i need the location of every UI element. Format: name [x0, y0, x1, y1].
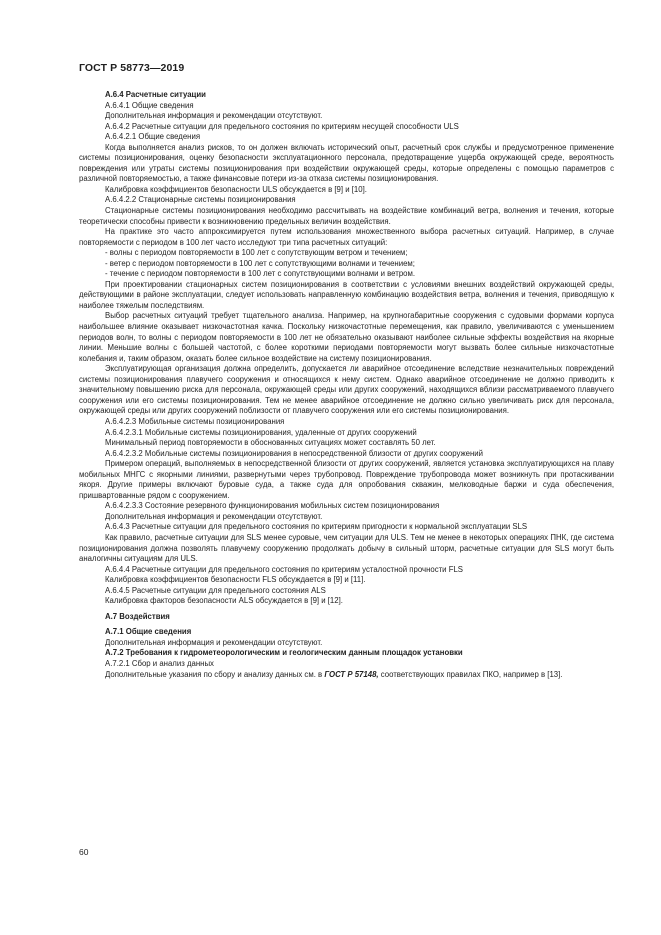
text-line: А.6.4.2.3 Мобильные системы позиционирования	[105, 416, 285, 426]
text-line: А.6.4.1 Общие сведения	[105, 100, 194, 110]
text-line: Дополнительная информация и рекомендации отсутствуют.	[105, 637, 323, 647]
page-number: 60	[79, 847, 89, 857]
list-item: - течение с периодом повторяемости в 100 лет с сопутствующими волнами и ветром.	[79, 269, 614, 280]
section-heading: А.7 Воздействия	[105, 611, 170, 621]
text-line: Калибровка коэффициентов безопасности FLS обсуждается в [9] и [11].	[105, 575, 366, 585]
paragraph-text: Дополнительные указания по сбору и анализу данных см. в	[105, 669, 325, 679]
paragraph: Как правило, расчетные ситуации для SLS менее суровые, чем ситуации для ULS. Тем не менее в некоторых операциях ПНК, где система позиционирования должна позволять плавучему сооружению продолжать добычу в сильный шторм, расчетные ситуации для SLS могут быть аналогичны ситуациям для ULS.	[79, 532, 614, 564]
text-line: Дополнительная информация и рекомендации отсутствуют.	[105, 511, 323, 521]
text-line: А.6.4.2 Расчетные ситуации для предельного состояния по критериям несущей способности ULS	[105, 121, 459, 131]
paragraph: Эксплуатирующая организация должна определить, допускается ли аварийное отсоединение вследствие незначительных повреждений системы позиционирования плавучего сооружения и относящихся к нему систем. Однако аварийное отсоединение не должно приводить к значительному повышению риска для персонала, окружающей среды или других сооружений, находящихся вблизи рассматриваемого плавучего сооружения или его системы позиционирования. Тем не менее аварийное отсоединение не должно сильно увеличивать риск для персонала, окружающей среды или других сооружений поблизости от плавучего сооружения или его системы позиционирования.	[79, 364, 614, 416]
paragraph: Выбор расчетных ситуаций требует тщательного анализа. Например, на крупногабаритные сооружения с судовыми формами корпуса наибольшее влияние оказывает низкочастотная качка. Поскольку низкочастотные перемещения, как правило, увеличиваются с уменьшением периодов волн, то волны с периодом повторяемости в 100 лет не обязательно оказывают наиболее сильные эффекты воздействия на якорные линии. Меньшие волны с большей частотой, с более короткими периодами повторяемости могут вызвать более сильные низкочастотные колебания и, таким образом, оказать более сильное воздействие на систему позиционирования.	[79, 311, 614, 363]
paragraph: Когда выполняется анализ рисков, то он должен включать исторический опыт, расчетный срок службы и предусмотренное применение системы позиционирования, оценку безопасности эксплуатационного персонала, предотвращение ущерба окружающей среде, вероятность повреждения или утраты системы позиционирования при воздействии окружающей среды, которые определены с помощью параметров с различной повторяемостью, а также финансовые потери из-за отказа системы позиционирования.	[79, 142, 614, 184]
text-line: А.6.4.2.3.1 Мобильные системы позиционирования, удаленные от других сооружений	[105, 427, 417, 437]
section-heading: А.7.1 Общие сведения	[105, 627, 192, 637]
paragraph: Стационарные системы позиционирования необходимо рассчитывать на воздействие комбинаций ветра, волнения и течения, которые теоретически способны привести к возникновению предельных величин воздействия.	[79, 206, 614, 226]
text-line: А.6.4.2.3.2 Мобильные системы позиционирования в непосредственной близости от других сооружений	[105, 448, 484, 458]
paragraph: Примером операций, выполняемых в непосредственной близости от других сооружений, является установка эксплуатирующихся на плаву мобильных МНГС с якорными линиями, развернутыми через трубопровод. Повреждение трубопровода может возникнуть при протаскивании якоря. Другие примеры включают буровые суда, а также суда для опробования скважин, мелководные баржи и суда обеспечения, пришвартованные рядом с сооружением.	[79, 459, 614, 500]
paragraph: А.6.4.3 Расчетные ситуации для предельного состояния по критериям пригодности к нормальной эксплуатации SLS	[105, 522, 528, 532]
paragraph: На практике это часто аппроксимируется путем использования множественного выбора расчетных ситуаций. Например, в случае повторяемости с периодом в 100 лет часто исследуют три типа расчетных ситуаций:	[79, 227, 614, 247]
text-line: Калибровка факторов безопасности ALS обсуждается в [9] и [12].	[105, 596, 343, 606]
text-line: Минимальный период повторяемости в обоснованных ситуациях может составлять 50 лет.	[105, 438, 436, 448]
text-line: А.6.4.2.3.3 Состояние резервного функционирования мобильных систем позиционирования	[105, 501, 440, 511]
text-line: Дополнительная информация и рекомендации отсутствуют.	[105, 111, 323, 121]
text-line: А.6.4.5 Расчетные ситуации для предельного состояния ALS	[105, 585, 326, 595]
dash-list	[79, 248, 614, 280]
paragraph	[79, 670, 614, 681]
text-line: А.6.4.2.2 Стационарные системы позиционирования	[105, 195, 296, 205]
text-line: А.6.4.2.1 Общие сведения	[105, 132, 201, 142]
text-line: А.6.4.4 Расчетные ситуации для предельного состояния по критериям усталостной прочности FLS	[105, 564, 464, 574]
text-line: А.7.2.1 Сбор и анализ данных	[105, 658, 214, 668]
paragraph: При проектировании стационарных систем позиционирования в соответствии с условиями внешних воздействий окружающей среды, действующими в районе эксплуатации, следует использовать направленную комбинацию воздействия ветра, волнения и течения, приводящую к наиболее тяжелым последствиям.	[79, 279, 614, 310]
paragraph-text: соответствующих правилах ПКО, например в [13].	[378, 669, 563, 679]
section-heading: А.6.4 Расчетные ситуации	[105, 90, 206, 99]
list-item: - волны с периодом повторяемости в 100 лет с сопутствующим ветром и течением;	[79, 248, 614, 259]
standard-reference: ГОСТ Р 57148,	[324, 669, 379, 679]
list-item: - ветер с периодом повторяемости в 100 лет с сопутствующими волнами и течением;	[79, 259, 614, 270]
section-heading: А.7.2 Требования к гидрометеорологическим и геологическим данным площадок установки	[105, 648, 463, 658]
text-line: Калибровка коэффициентов безопасности ULS обсуждается в [9] и [10].	[105, 184, 367, 194]
document-id-header: ГОСТ Р 58773—2019	[79, 62, 185, 74]
document-body	[79, 90, 614, 680]
